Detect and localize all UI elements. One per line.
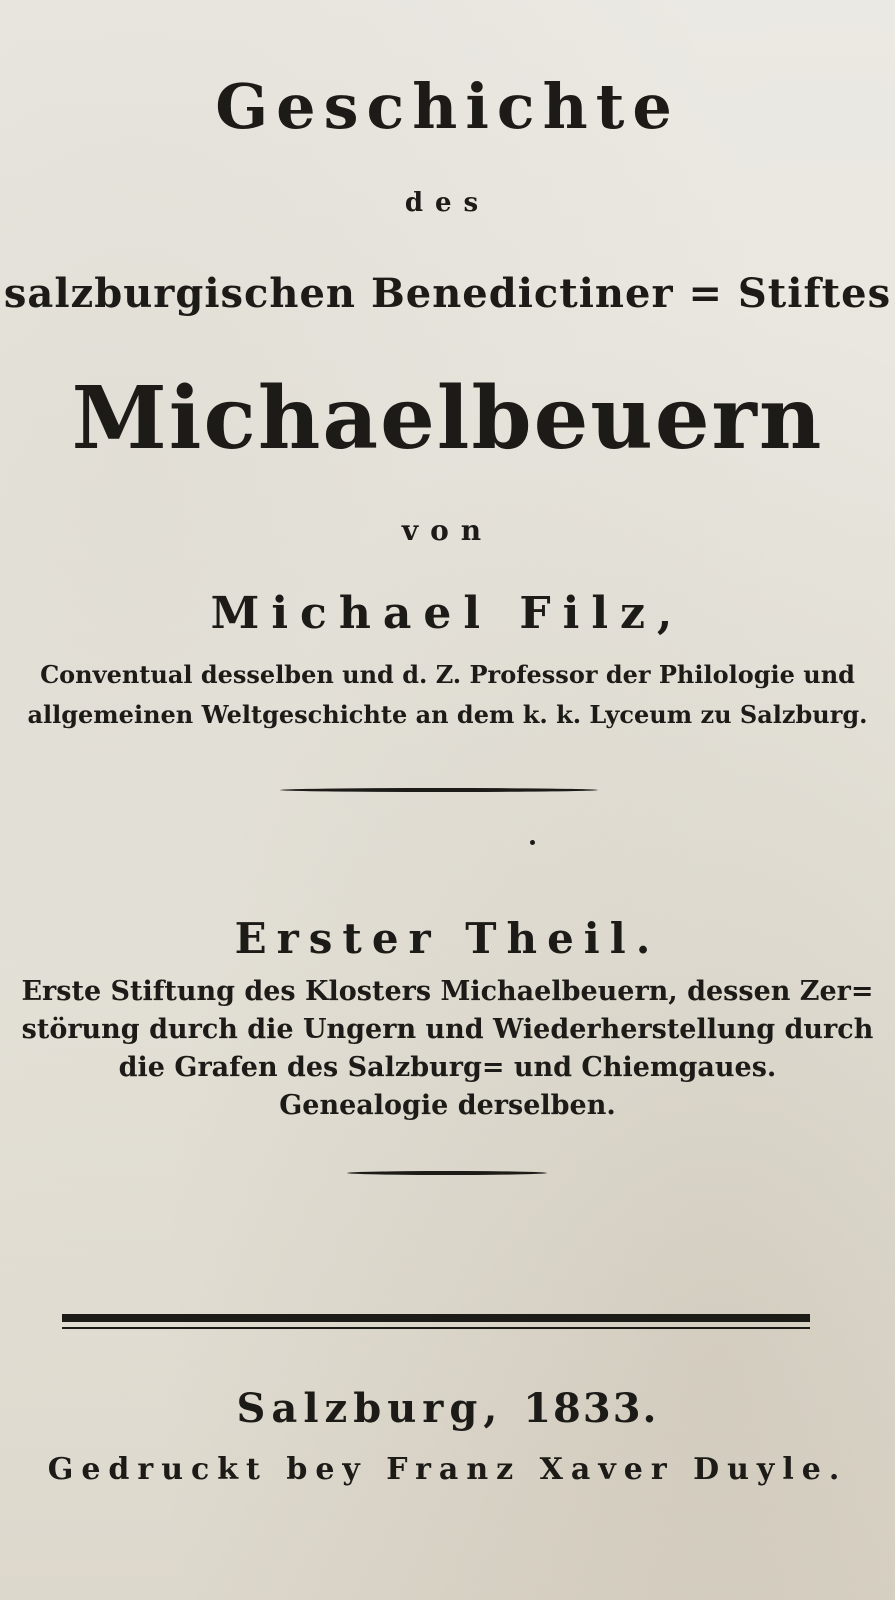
imprint-printer: Gedruckt bey Franz Xaver Duyle. <box>47 1452 848 1487</box>
author-affiliation-line-1: Conventual desselben und d. Z. Professor der Philologie und <box>40 660 855 689</box>
author-name: Michael Filz, <box>210 588 685 639</box>
part-description-line-1: Erste Stiftung des Klosters Michaelbeuern, dessen Zer= <box>21 976 874 1007</box>
double-rule-thick <box>62 1314 810 1322</box>
divider-rule <box>347 1171 547 1175</box>
part-description-line-3: die Grafen des Salzburg= und Chiemgaues. <box>118 1052 777 1083</box>
divider-rule <box>280 788 598 792</box>
book-title: Geschichte <box>215 70 680 143</box>
part-heading: Erster Theil. <box>234 914 661 963</box>
author-affiliation-line-2: allgemeinen Weltgeschichte an dem k. k. Lyceum zu Salzburg. <box>27 700 868 729</box>
part-description-line-4: Genealogie derselben. <box>279 1090 616 1121</box>
book-subtitle: salzburgischen Benedictiner = Stiftes <box>3 270 892 317</box>
imprint-place-year <box>0 1385 895 1432</box>
book-place-title: Michaelbeuern <box>71 368 824 469</box>
author-preposition: von <box>401 514 494 547</box>
part-description-line-2: störung durch die Ungern und Wiederherstellung durch <box>21 1014 874 1045</box>
double-rule-thin <box>62 1327 810 1329</box>
imprint-city: Salzburg, <box>236 1385 504 1432</box>
title-connector: des <box>404 188 491 218</box>
ink-dot <box>530 840 535 845</box>
imprint-year: 1833. <box>523 1385 659 1432</box>
